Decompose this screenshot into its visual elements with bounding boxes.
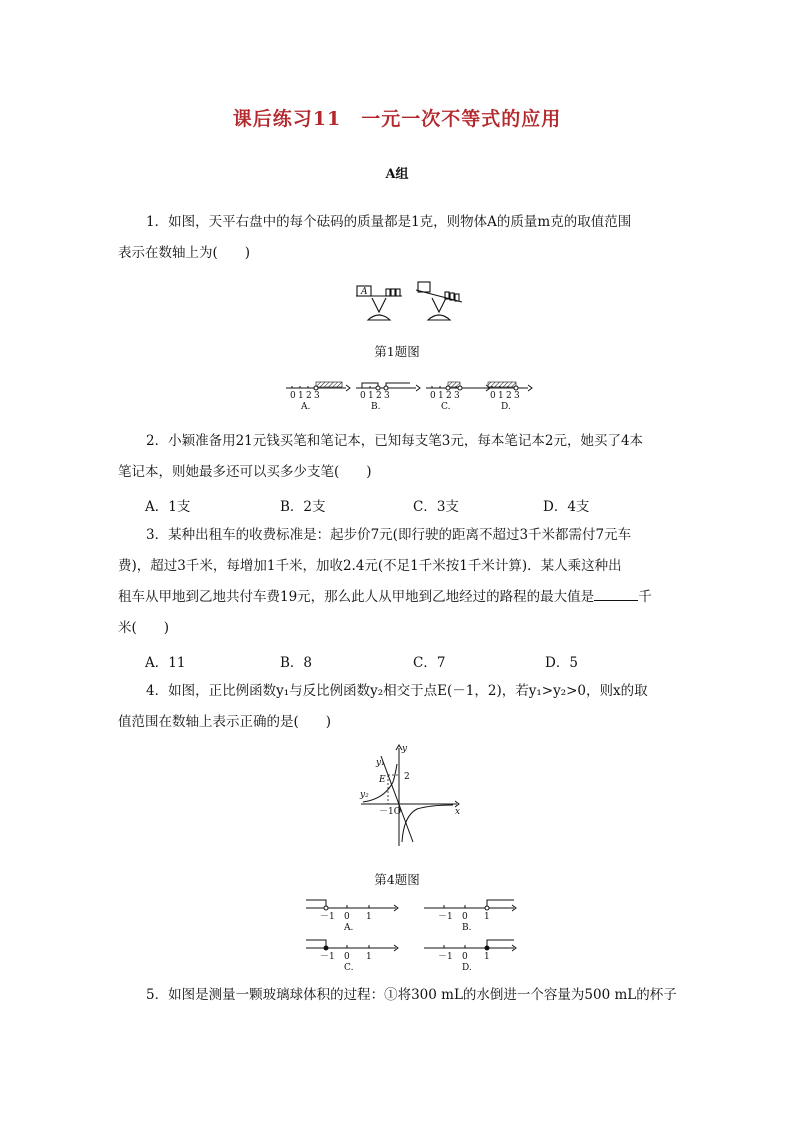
- q4-option-a-number-line: [306, 900, 398, 933]
- q2-option-b[interactable]: B．2支: [280, 499, 326, 515]
- question-3: [118, 520, 678, 644]
- q1-option-a-number-line: [286, 382, 350, 412]
- y2-label: y₂: [360, 790, 369, 800]
- figure-1-caption: 第1题图: [374, 344, 420, 359]
- tick-label: －1: [320, 952, 335, 962]
- tick-label: 1: [368, 391, 374, 401]
- question-2-line-1: 2．小颖准备用21元钱买笔和笔记本，已知每支笔3元，每本笔记本2元，她买了4本: [146, 433, 644, 449]
- q4-option-b-label: B.: [462, 923, 472, 933]
- q1-option-b-label: B.: [371, 402, 381, 412]
- inverse-function-branch: [402, 805, 453, 842]
- q1-option-c-label: C.: [441, 402, 451, 412]
- tick-label: 1: [298, 391, 304, 401]
- figure-4-caption: 第4题图: [374, 872, 420, 887]
- function-graph-figure: [355, 742, 465, 852]
- q3-option-b[interactable]: B．8: [280, 655, 313, 671]
- q4-number-lines: [300, 894, 525, 974]
- q4-option-b-number-line: [424, 900, 516, 933]
- tick-label: 0: [462, 952, 468, 962]
- tick-label: 3: [514, 391, 520, 401]
- q1-number-lines: [284, 376, 534, 412]
- q1-option-d-label: D.: [501, 402, 511, 412]
- q1-option-c-number-line: [426, 382, 490, 412]
- tick-label: 0: [462, 912, 468, 922]
- tick-label: 0: [344, 952, 350, 962]
- q1-option-a-label: A.: [301, 402, 311, 412]
- q3-option-d[interactable]: D．5: [545, 655, 578, 671]
- y-axis-label: y: [402, 744, 408, 754]
- q1-option-b-number-line: [356, 383, 420, 412]
- question-3-tail-1: 千: [638, 589, 652, 605]
- tick-label: 0: [290, 391, 296, 401]
- balance-scale-left: [356, 286, 402, 320]
- object-a-label: A: [361, 287, 368, 297]
- tick-label: 0: [360, 391, 366, 401]
- linear-function-line: [381, 756, 413, 842]
- q4-option-d-number-line: [424, 940, 516, 973]
- tick-label: 1: [366, 952, 372, 962]
- q2-option-c[interactable]: C．3支: [413, 499, 459, 515]
- balance-scale-right: [416, 282, 462, 320]
- question-1-line-1: 1．如图，天平右盘中的每个砝码的质量都是1克，则物体A的质量m克的取值范围: [146, 214, 632, 230]
- q3-option-a[interactable]: A．11: [145, 655, 186, 671]
- question-3-options: [145, 651, 665, 675]
- origin-label: －1O: [379, 807, 402, 817]
- value-2-label: 2: [404, 772, 410, 782]
- tick-label: －1: [438, 912, 453, 922]
- question-3-line-1: 3．某种出租车的收费标准是：起步价7元(即行驶的距离不超过3千米都需付7元车: [146, 527, 632, 543]
- group-label: A组: [385, 167, 409, 182]
- tick-label: 0: [344, 912, 350, 922]
- tick-label: 2: [376, 391, 382, 401]
- question-2: [118, 426, 678, 488]
- tick-label: 1: [438, 391, 444, 401]
- x-axis-label: x: [455, 807, 461, 817]
- question-2-options: [145, 495, 665, 519]
- q2-option-d[interactable]: D．4支: [543, 499, 590, 515]
- tick-label: 2: [446, 391, 452, 401]
- question-3-line-4: 米( ): [118, 620, 170, 636]
- q4-option-c-label: C.: [344, 963, 354, 973]
- question-1-line-2: 表示在数轴上为( ): [118, 245, 251, 261]
- question-5-line-1: 5．如图是测量一颗玻璃球体积的过程：①将300 mL的水倒进一个容量为500 mL的杯子: [146, 987, 677, 1003]
- tick-label: 3: [454, 391, 460, 401]
- tick-label: 0: [490, 391, 496, 401]
- tick-label: 1: [366, 912, 372, 922]
- tick-label: 0: [430, 391, 436, 401]
- q4-option-c-number-line: [306, 940, 398, 973]
- tick-label: 1: [498, 391, 504, 401]
- question-4-line-1: 4．如图，正比例函数y₁与反比例函数y₂相交于点E(－1，2)，若y₁>y₂>0，则x的取: [146, 683, 648, 699]
- tick-label: 1: [484, 912, 490, 922]
- question-3-line-2: 费)，超过3千米，每增加1千米，加收2.4元(不足1千米按1千米计算)．某人乘这种出: [118, 558, 622, 574]
- answer-blank[interactable]: [594, 586, 638, 601]
- tick-label: 3: [314, 391, 320, 401]
- tick-label: 1: [484, 952, 490, 962]
- q2-option-a[interactable]: A．1支: [145, 499, 191, 515]
- tick-label: －1: [320, 912, 335, 922]
- tick-label: 3: [384, 391, 390, 401]
- tick-label: －1: [438, 952, 453, 962]
- point-e-label: E: [379, 775, 386, 785]
- q4-option-a-label: A.: [344, 923, 354, 933]
- page-title: 课后练习11 一元一次不等式的应用: [232, 108, 562, 130]
- question-1: [118, 207, 678, 269]
- tick-label: 2: [306, 391, 312, 401]
- q4-option-d-label: D.: [462, 963, 472, 973]
- question-4: [118, 676, 678, 738]
- question-2-line-2: 笔记本，则她最多还可以买多少支笔( ): [118, 464, 372, 480]
- question-3-line-3: 租车从甲地到乙地共付车费19元，那么此人从甲地到乙地经过的路程的最大值是: [118, 589, 595, 605]
- question-5: [118, 980, 688, 1011]
- balance-scales-figure: [350, 280, 470, 324]
- y1-label: y₁: [376, 758, 385, 768]
- q3-option-c[interactable]: C．7: [413, 655, 446, 671]
- q1-option-d-number-line: [486, 382, 532, 412]
- question-4-line-2: 值范围在数轴上表示正确的是( ): [118, 714, 332, 730]
- tick-label: 2: [506, 391, 512, 401]
